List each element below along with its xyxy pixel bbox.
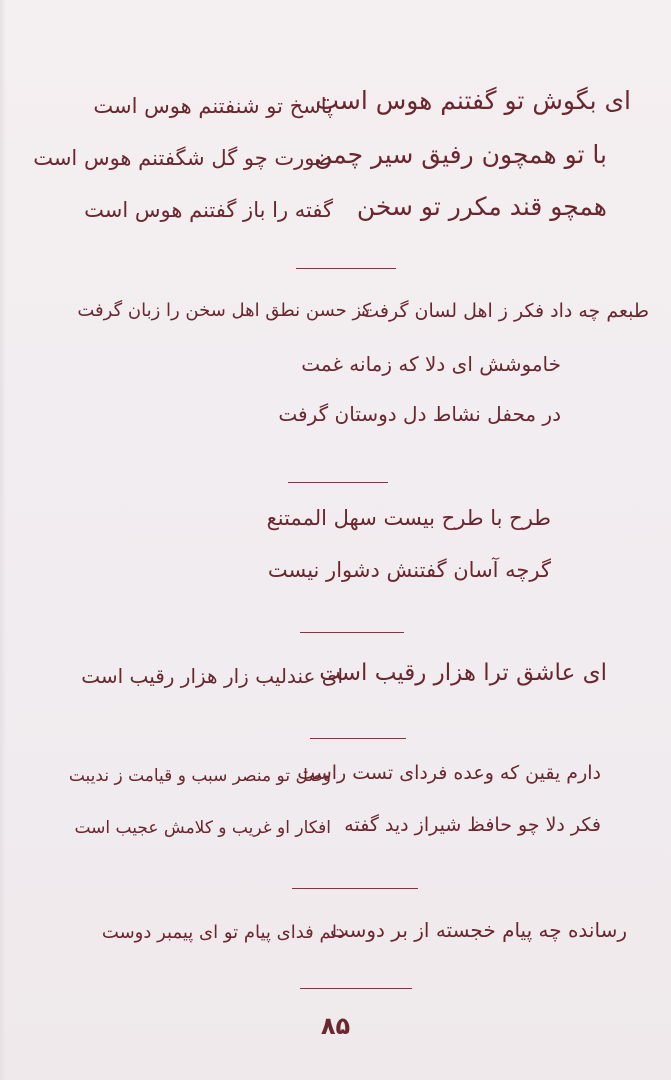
page-edge-shadow	[0, 0, 6, 1080]
stanza-divider	[300, 632, 404, 633]
stanza-divider	[310, 738, 406, 739]
stanza5-line1-left: وصل تو منصر سبب و قیامت ز ندیبت	[68, 766, 331, 786]
stanza3-line1: طرح با طرح بیست سهل الممتنع	[266, 506, 551, 530]
stanza1-line2-left: صورت چو گل شگفتنم هوس است	[33, 146, 333, 170]
stanza-divider	[288, 482, 388, 483]
stanza3-line2: گرچه آسان گفتنش دشوار نیست	[267, 558, 551, 582]
stanza2-line1-left: کز حسن نطق اهل سخن را زبان گرفت	[77, 300, 371, 321]
stanza6-line1-left: دلم فدای پیام تو ای پیمبر دوست	[101, 922, 345, 943]
stanza4-line1-left: ای عندلیب زار هزار رقیب است	[81, 664, 343, 688]
stanza-divider	[292, 888, 418, 889]
stanza2-line1-right: طبعم چه داد فکر ز اهل لسان گرفت	[361, 300, 649, 322]
stanza5-line1-right: دارم یقین که وعده فردای تست راست	[297, 762, 601, 784]
stanza-divider	[300, 988, 412, 989]
stanza2-line2: خاموشش ای دلا که زمانه غمت	[301, 352, 561, 376]
stanza1-line3-right: همچو قند مکرر تو سخن	[356, 192, 607, 221]
stanza1-line3-left: گفته را باز گفتنم هوس است	[84, 198, 333, 222]
page-number: ۸۵	[320, 1012, 351, 1040]
stanza-divider	[296, 268, 396, 269]
stanza6-line1-right: رسانده چه پیام خجسته از بر دوست	[329, 918, 627, 942]
stanza1-line1-right: ای بگوش تو گفتنم هوس است	[315, 86, 631, 115]
stanza4-line1-right: ای عاشق ترا هزار رقیب است	[319, 660, 607, 686]
stanza5-line2-left: افکار او غریب و کلامش عجیب است	[74, 818, 331, 838]
stanza1-line2-right: با تو همچون رفیق سیر چمن	[314, 140, 607, 169]
stanza5-line2-right: فکر دلا چو حافظ شیراز دید گفته	[344, 814, 601, 836]
stanza2-line3: در محفل نشاط دل دوستان گرفت	[278, 402, 561, 426]
stanza1-line1-left: پاسخ تو شنفتنم هوس است	[93, 94, 333, 118]
